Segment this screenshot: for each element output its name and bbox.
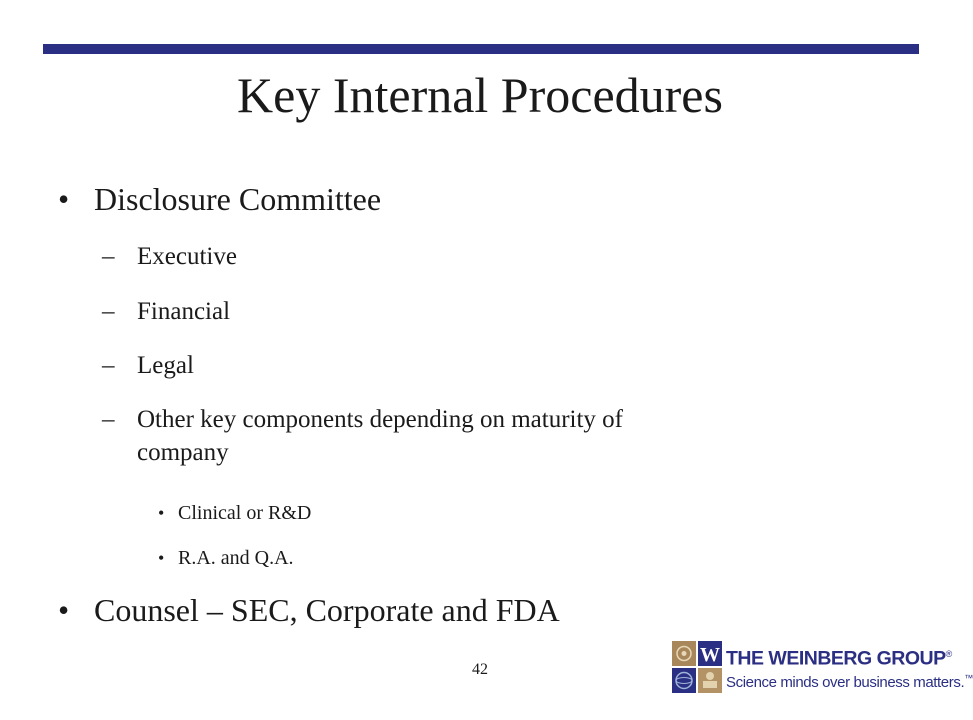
- sub-item-text: Legal: [137, 352, 194, 379]
- weinberg-logo: [672, 641, 973, 693]
- svg-text:W: W: [700, 644, 720, 666]
- top-rule: [43, 44, 919, 54]
- sub-sub-item-text: R.A. and Q.A.: [178, 547, 294, 569]
- sub-item-text: Financial: [137, 298, 231, 325]
- bullet-mark: •: [58, 592, 70, 628]
- bullet-mark: •: [158, 548, 165, 568]
- bullet-mark: •: [58, 181, 70, 217]
- sub-sub-item-text: Clinical or R&D: [178, 502, 312, 524]
- logo-tagline: [726, 668, 973, 693]
- page-number: 42: [472, 661, 488, 678]
- bullet-text: Disclosure Committee: [94, 181, 382, 217]
- sub-item-text: Other key components depending on maturity of: [137, 406, 623, 433]
- logo-company-name: [726, 642, 952, 671]
- weinberg-logo-grid-icon: [672, 641, 722, 693]
- slide-title: Key Internal Procedures: [237, 67, 723, 123]
- dash-mark: –: [102, 406, 115, 433]
- dash-mark: –: [102, 243, 115, 270]
- bullet-mark: •: [158, 503, 165, 523]
- registered-mark: ®: [945, 649, 952, 659]
- sub-item-text: Executive: [137, 243, 237, 270]
- logo-tagline-text: Science minds over business matters.: [726, 674, 965, 691]
- dash-mark: –: [102, 298, 115, 325]
- dash-mark: –: [102, 352, 115, 379]
- sub-item-text-continued: company: [137, 439, 229, 466]
- trademark-mark: ™: [964, 673, 973, 683]
- bullet-text: Counsel – SEC, Corporate and FDA: [94, 592, 560, 628]
- logo-company-text: THE WEINBERG GROUP: [726, 647, 946, 670]
